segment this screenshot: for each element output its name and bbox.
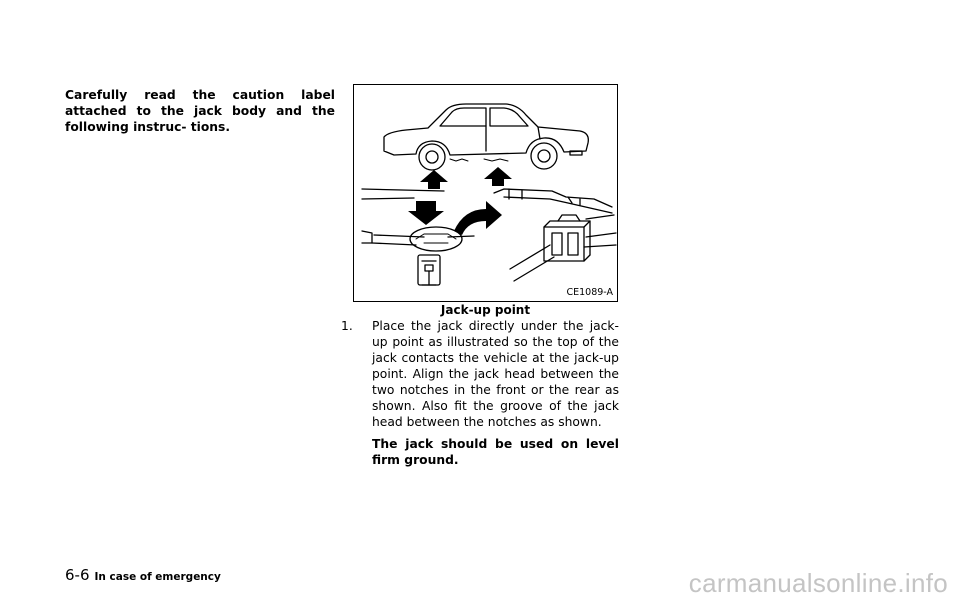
down-arrow-icon <box>408 201 444 225</box>
caution-paragraph: Carefully read the caution label attached to the jack body and the following instruc- tions. <box>65 88 335 134</box>
jack-up-point-figure <box>353 84 618 302</box>
curved-arrow-icon <box>454 201 502 235</box>
page-footer <box>65 566 221 586</box>
exhaust-pipe <box>570 151 582 155</box>
step-number: 1. <box>341 319 353 333</box>
car-window <box>440 108 486 126</box>
section-title: In case of emergency <box>94 571 221 583</box>
figure-code: CE1089-A <box>566 287 613 298</box>
arm-left <box>510 245 554 281</box>
up-arrow-icon <box>484 167 512 186</box>
up-arrow-icon <box>420 170 448 189</box>
jack-up-illustration <box>354 85 617 301</box>
rear-wheel <box>531 143 557 169</box>
step-text: Place the jack directly under the jack-up point as illustrated so the top of the jack contacts the vehicle at the jack-up point. Align the jack head between the two notches in the front or the rear as shown. Also fit the groove of the jack head between the notches as shown. <box>372 319 619 429</box>
step-1 <box>341 318 619 480</box>
sill-line <box>362 189 444 191</box>
step-note: The jack should be used on level firm ground. <box>372 437 619 467</box>
frame-rail <box>494 189 612 207</box>
page-number: 6-6 <box>65 566 90 584</box>
watermark: carmanualsonline.info <box>688 568 948 598</box>
arm-right <box>584 233 616 247</box>
figure-caption: Jack-up point <box>440 303 531 317</box>
front-wheel <box>419 144 445 170</box>
